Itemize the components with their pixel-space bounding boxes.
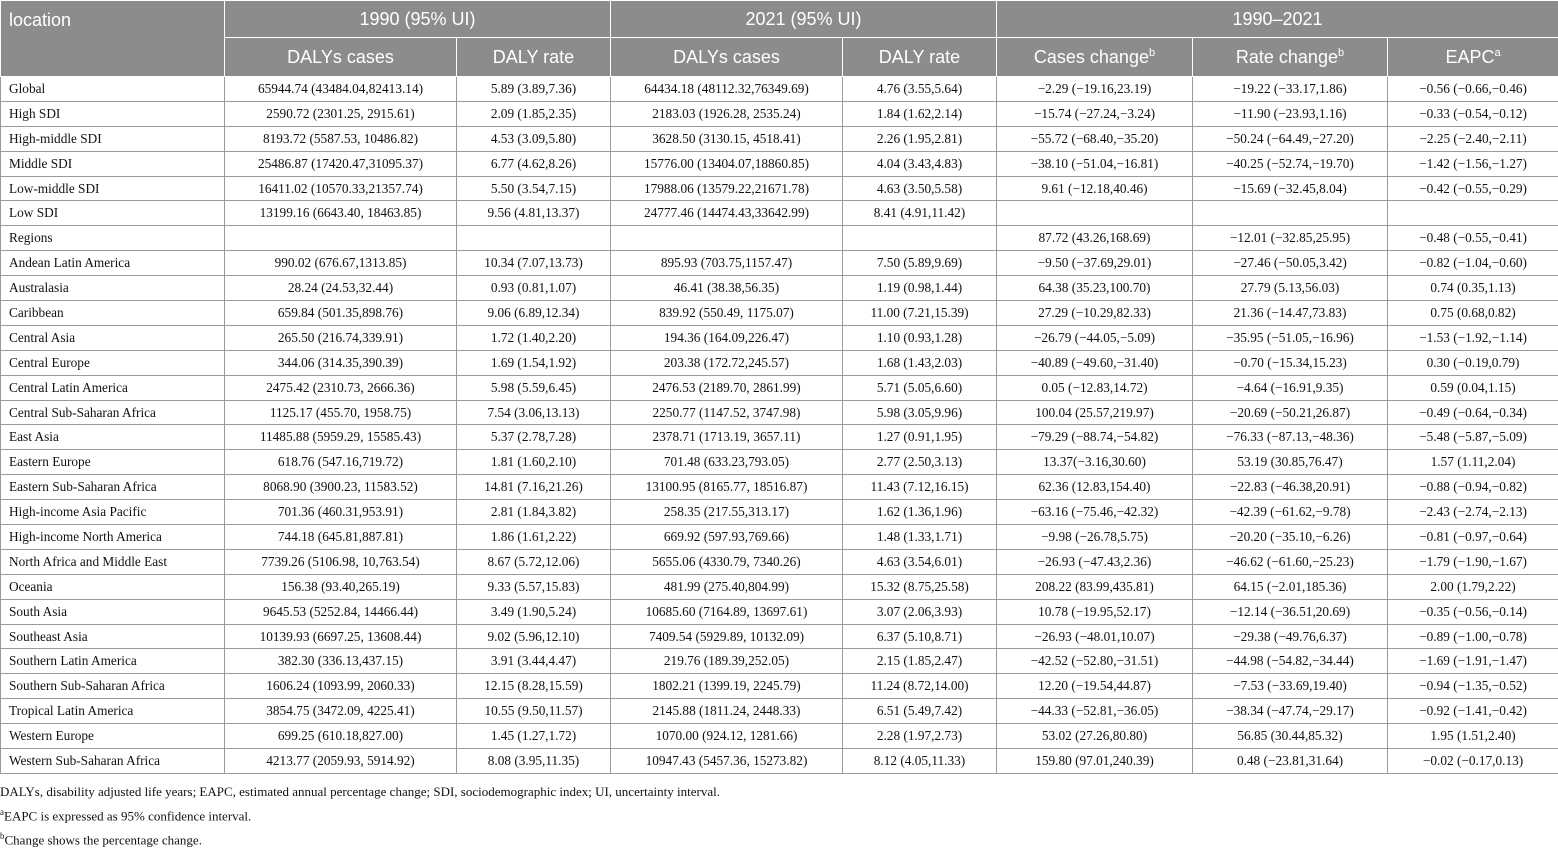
cell-dalys-1990: 1606.24 (1093.99, 2060.33) [225,674,457,699]
cell-rate-change: −50.24 (−64.49,−27.20) [1193,126,1388,151]
cell-rate-change: −27.46 (−50.05,3.42) [1193,251,1388,276]
table-row [1,624,1558,649]
cell-location: High-income North America [1,525,225,550]
cell-rate-change: −29.38 (−49.76,6.37) [1193,624,1388,649]
cell-rate-1990: 9.06 (6.89,12.34) [457,301,611,326]
cell-rate-2021: 1.10 (0.93,1.28) [843,325,997,350]
table-row [1,574,1558,599]
cell-rate-1990: 5.98 (5.59,6.45) [457,375,611,400]
cell-rate-change: −35.95 (−51.05,−16.96) [1193,325,1388,350]
cell-rate-2021: 11.43 (7.12,16.15) [843,475,997,500]
cell-dalys-2021: 2183.03 (1926.28, 2535.24) [611,101,843,126]
cell-dalys-2021: 13100.95 (8165.77, 18516.87) [611,475,843,500]
cell-rate-1990: 10.55 (9.50,11.57) [457,699,611,724]
cell-rate-1990: 5.89 (3.89,7.36) [457,77,611,102]
cell-eapc: −0.82 (−1.04,−0.60) [1388,251,1558,276]
cell-cases-change: −55.72 (−68.40,−35.20) [997,126,1193,151]
cell-location: Middle SDI [1,151,225,176]
cell-rate-2021: 15.32 (8.75,25.58) [843,574,997,599]
table-row [1,276,1558,301]
header-rate-2021: DALY rate [843,38,997,77]
cell-cases-change: −15.74 (−27.24,−3.24) [997,101,1193,126]
cell-eapc: 0.30 (−0.19,0.79) [1388,350,1558,375]
header-group-change: 1990–2021 [997,1,1558,38]
cell-rate-change: −15.69 (−32.45,8.04) [1193,176,1388,201]
cell-rate-1990: 1.72 (1.40,2.20) [457,325,611,350]
cell-rate-change: 27.79 (5.13,56.03) [1193,276,1388,301]
cell-rate-1990: 10.34 (7.07,13.73) [457,251,611,276]
cell-rate-1990 [457,226,611,251]
cell-rate-1990: 1.86 (1.61,2.22) [457,525,611,550]
cell-dalys-2021: 258.35 (217.55,313.17) [611,500,843,525]
table-row [1,749,1558,774]
cell-dalys-2021: 7409.54 (5929.89, 10132.09) [611,624,843,649]
cell-cases-change: −26.79 (−44.05,−5.09) [997,325,1193,350]
cell-eapc: −0.02 (−0.17,0.13) [1388,749,1558,774]
cell-rate-1990: 9.02 (5.96,12.10) [457,624,611,649]
cell-dalys-1990: 13199.16 (6643.40, 18463.85) [225,201,457,226]
cell-location: North Africa and Middle East [1,549,225,574]
table-row [1,599,1558,624]
cell-location: Central Asia [1,325,225,350]
cell-location: Central Sub-Saharan Africa [1,400,225,425]
cell-cases-change: 87.72 (43.26,168.69) [997,226,1193,251]
cell-dalys-2021: 2250.77 (1147.52, 3747.98) [611,400,843,425]
cell-rate-1990: 0.93 (0.81,1.07) [457,276,611,301]
cell-cases-change: 12.20 (−19.54,44.87) [997,674,1193,699]
cell-dalys-1990 [225,226,457,251]
cell-location: Southeast Asia [1,624,225,649]
cell-dalys-2021: 895.93 (703.75,1157.47) [611,251,843,276]
cell-rate-change: −7.53 (−33.69,19.40) [1193,674,1388,699]
cell-cases-change: −40.89 (−49.60,−31.40) [997,350,1193,375]
cell-dalys-2021: 10947.43 (5457.36, 15273.82) [611,749,843,774]
table-row [1,525,1558,550]
cell-location: Central Europe [1,350,225,375]
cell-eapc: 2.00 (1.79,2.22) [1388,574,1558,599]
footnote-a-text: EAPC is expressed as 95% confidence interval. [4,808,251,823]
cell-rate-1990: 3.49 (1.90,5.24) [457,599,611,624]
cell-dalys-2021: 2378.71 (1713.19, 3657.11) [611,425,843,450]
cell-rate-1990: 4.53 (3.09,5.80) [457,126,611,151]
cell-rate-change: −38.34 (−47.74,−29.17) [1193,699,1388,724]
cell-cases-change: 53.02 (27.26,80.80) [997,724,1193,749]
cell-rate-2021: 1.84 (1.62,2.14) [843,101,997,126]
cell-rate-change: 56.85 (30.44,85.32) [1193,724,1388,749]
cell-rate-2021: 2.15 (1.85,2.47) [843,649,997,674]
header-eapc-label: EAPC [1445,47,1494,67]
cell-rate-change: −76.33 (−87.13,−48.36) [1193,425,1388,450]
footnote-a [0,802,720,826]
cell-rate-2021: 3.07 (2.06,3.93) [843,599,997,624]
cell-dalys-2021: 1802.21 (1399.19, 2245.79) [611,674,843,699]
cell-cases-change: 10.78 (−19.95,52.17) [997,599,1193,624]
cell-rate-2021: 1.68 (1.43,2.03) [843,350,997,375]
cell-dalys-2021: 2476.53 (2189.70, 2861.99) [611,375,843,400]
cell-location: Tropical Latin America [1,699,225,724]
cell-dalys-2021: 64434.18 (48112.32,76349.69) [611,77,843,102]
cell-dalys-1990: 7739.26 (5106.98, 10,763.54) [225,549,457,574]
cell-rate-change: 53.19 (30.85,76.47) [1193,450,1388,475]
cell-rate-change: −44.98 (−54.82,−34.44) [1193,649,1388,674]
header-group-2021: 2021 (95% UI) [611,1,997,38]
cell-cases-change: 208.22 (83.99,435.81) [997,574,1193,599]
cell-location: Andean Latin America [1,251,225,276]
table-row [1,450,1558,475]
cell-dalys-1990: 156.38 (93.40,265.19) [225,574,457,599]
cell-dalys-2021: 10685.60 (7164.89, 13697.61) [611,599,843,624]
cell-cases-change: −63.16 (−75.46,−42.32) [997,500,1193,525]
cell-cases-change: 13.37(−3.16,30.60) [997,450,1193,475]
cell-dalys-2021: 701.48 (633.23,793.05) [611,450,843,475]
cell-rate-1990: 12.15 (8.28,15.59) [457,674,611,699]
cell-location: Low SDI [1,201,225,226]
cell-rate-2021: 11.24 (8.72,14.00) [843,674,997,699]
cell-eapc: −2.43 (−2.74,−2.13) [1388,500,1558,525]
header-dalys-1990: DALYs cases [225,38,457,77]
cell-cases-change: −9.98 (−26.78,5.75) [997,525,1193,550]
footnote-mark-b: b [1149,47,1155,59]
cell-rate-1990: 5.50 (3.54,7.15) [457,176,611,201]
cell-rate-2021: 4.04 (3.43,4.83) [843,151,997,176]
cell-cases-change: 159.80 (97.01,240.39) [997,749,1193,774]
cell-eapc: −1.79 (−1.90,−1.67) [1388,549,1558,574]
cell-rate-change: −4.64 (−16.91,9.35) [1193,375,1388,400]
cell-dalys-1990: 701.36 (460.31,953.91) [225,500,457,525]
cell-dalys-2021: 46.41 (38.38,56.35) [611,276,843,301]
cell-rate-2021: 1.62 (1.36,1.96) [843,500,997,525]
table-row [1,699,1558,724]
header-cases-change-label: Cases change [1034,47,1149,67]
cell-cases-change: −79.29 (−88.74,−54.82) [997,425,1193,450]
cell-cases-change: 62.36 (12.83,154.40) [997,475,1193,500]
cell-rate-1990: 3.91 (3.44,4.47) [457,649,611,674]
footnote-abbreviations: DALYs, disability adjusted life years; EAPC, estimated annual percentage change; SDI, sociodemographic index; UI, uncertainty interval. [0,782,720,802]
cell-location: South Asia [1,599,225,624]
cell-rate-2021: 8.12 (4.05,11.33) [843,749,997,774]
cell-cases-change: −26.93 (−48.01,10.07) [997,624,1193,649]
cell-eapc: −0.49 (−0.64,−0.34) [1388,400,1558,425]
cell-rate-change: −22.83 (−46.38,20.91) [1193,475,1388,500]
cell-rate-1990: 8.67 (5.72,12.06) [457,549,611,574]
cell-location: Western Europe [1,724,225,749]
cell-rate-2021: 8.41 (4.91,11.42) [843,201,997,226]
cell-dalys-1990: 744.18 (645.81,887.81) [225,525,457,550]
cell-rate-change: −42.39 (−61.62,−9.78) [1193,500,1388,525]
cell-eapc: 1.57 (1.11,2.04) [1388,450,1558,475]
cell-rate-change: −46.62 (−61.60,−25.23) [1193,549,1388,574]
cell-rate-1990: 6.77 (4.62,8.26) [457,151,611,176]
table-row [1,549,1558,574]
cell-rate-1990: 7.54 (3.06,13.13) [457,400,611,425]
cell-dalys-1990: 659.84 (501.35,898.76) [225,301,457,326]
header-location: location [1,1,225,77]
cell-rate-1990: 5.37 (2.78,7.28) [457,425,611,450]
footnote-b-text: Change shows the percentage change. [5,833,202,848]
cell-eapc: −0.88 (−0.94,−0.82) [1388,475,1558,500]
cell-dalys-1990: 2590.72 (2301.25, 2915.61) [225,101,457,126]
cell-location: High-middle SDI [1,126,225,151]
table-row [1,101,1558,126]
cell-rate-2021: 11.00 (7.21,15.39) [843,301,997,326]
cell-cases-change: −44.33 (−52.81,−36.05) [997,699,1193,724]
table-row [1,176,1558,201]
cell-dalys-1990: 11485.88 (5959.29, 15585.43) [225,425,457,450]
cell-location: East Asia [1,425,225,450]
cell-eapc: 0.74 (0.35,1.13) [1388,276,1558,301]
table-row [1,251,1558,276]
cell-eapc: −0.92 (−1.41,−0.42) [1388,699,1558,724]
footnote-mark-b: b [1338,47,1344,59]
cell-rate-change: −12.14 (−36.51,20.69) [1193,599,1388,624]
cell-dalys-1990: 265.50 (216.74,339.91) [225,325,457,350]
cell-rate-2021: 2.77 (2.50,3.13) [843,450,997,475]
cell-dalys-1990: 16411.02 (10570.33,21357.74) [225,176,457,201]
cell-rate-2021: 2.28 (1.97,2.73) [843,724,997,749]
table-row [1,649,1558,674]
cell-dalys-1990: 618.76 (547.16,719.72) [225,450,457,475]
table-row [1,201,1558,226]
cell-rate-2021 [843,226,997,251]
cell-rate-2021: 5.71 (5.05,6.60) [843,375,997,400]
cell-location: Central Latin America [1,375,225,400]
header-rate-1990: DALY rate [457,38,611,77]
table-row [1,674,1558,699]
cell-dalys-2021: 219.76 (189.39,252.05) [611,649,843,674]
cell-dalys-1990: 8193.72 (5587.53, 10486.82) [225,126,457,151]
cell-cases-change: 27.29 (−10.29,82.33) [997,301,1193,326]
cell-eapc: −2.25 (−2.40,−2.11) [1388,126,1558,151]
table-footnotes [0,782,720,851]
table-row [1,325,1558,350]
cell-rate-2021: 1.48 (1.33,1.71) [843,525,997,550]
cell-dalys-2021: 481.99 (275.40,804.99) [611,574,843,599]
cell-dalys-2021: 24777.46 (14474.43,33642.99) [611,201,843,226]
table-row [1,301,1558,326]
cell-dalys-1990: 2475.42 (2310.73, 2666.36) [225,375,457,400]
cell-dalys-1990: 25486.87 (17420.47,31095.37) [225,151,457,176]
cell-dalys-2021: 15776.00 (13404.07,18860.85) [611,151,843,176]
cell-rate-1990: 8.08 (3.95,11.35) [457,749,611,774]
cell-location: Low-middle SDI [1,176,225,201]
cell-rate-1990: 2.81 (1.84,3.82) [457,500,611,525]
cell-cases-change: −2.29 (−19.16,23.19) [997,77,1193,102]
cell-dalys-1990: 8068.90 (3900.23, 11583.52) [225,475,457,500]
cell-eapc [1388,201,1558,226]
cell-eapc: 0.75 (0.68,0.82) [1388,301,1558,326]
table-row [1,724,1558,749]
cell-cases-change: −42.52 (−52.80,−31.51) [997,649,1193,674]
cell-eapc: −0.89 (−1.00,−0.78) [1388,624,1558,649]
cell-cases-change: 0.05 (−12.83,14.72) [997,375,1193,400]
cell-dalys-1990: 10139.93 (6697.25, 13608.44) [225,624,457,649]
cell-rate-change [1193,201,1388,226]
cell-dalys-1990: 28.24 (24.53,32.44) [225,276,457,301]
header-rate-change-label: Rate change [1236,47,1338,67]
cell-dalys-1990: 4213.77 (2059.93, 5914.92) [225,749,457,774]
cell-rate-2021: 4.63 (3.50,5.58) [843,176,997,201]
cell-dalys-2021 [611,226,843,251]
cell-rate-change: −12.01 (−32.85,25.95) [1193,226,1388,251]
cell-cases-change: 100.04 (25.57,219.97) [997,400,1193,425]
cell-dalys-1990: 3854.75 (3472.09, 4225.41) [225,699,457,724]
cell-dalys-2021: 1070.00 (924.12, 1281.66) [611,724,843,749]
cell-dalys-2021: 5655.06 (4330.79, 7340.26) [611,549,843,574]
cell-location: High-income Asia Pacific [1,500,225,525]
cell-rate-2021: 1.27 (0.91,1.95) [843,425,997,450]
table-row [1,400,1558,425]
table-row [1,226,1558,251]
cell-location: High SDI [1,101,225,126]
cell-eapc: −0.35 (−0.56,−0.14) [1388,599,1558,624]
cell-dalys-1990: 344.06 (314.35,390.39) [225,350,457,375]
cell-eapc: −1.53 (−1.92,−1.14) [1388,325,1558,350]
cell-location: Southern Latin America [1,649,225,674]
cell-eapc: 0.59 (0.04,1.15) [1388,375,1558,400]
cell-rate-1990: 9.56 (4.81,13.37) [457,201,611,226]
cell-dalys-1990: 699.25 (610.18,827.00) [225,724,457,749]
cell-rate-change: −20.69 (−50.21,26.87) [1193,400,1388,425]
cell-rate-2021: 1.19 (0.98,1.44) [843,276,997,301]
cell-rate-change: −40.25 (−52.74,−19.70) [1193,151,1388,176]
cell-rate-1990: 9.33 (5.57,15.83) [457,574,611,599]
cell-rate-change: 0.48 (−23.81,31.64) [1193,749,1388,774]
cell-location: Eastern Europe [1,450,225,475]
table-header [1,1,1558,77]
cell-dalys-2021: 3628.50 (3130.15, 4518.41) [611,126,843,151]
cell-eapc: −0.94 (−1.35,−0.52) [1388,674,1558,699]
header-group-1990: 1990 (95% UI) [225,1,611,38]
cell-cases-change: 9.61 (−12.18,40.46) [997,176,1193,201]
table-row [1,375,1558,400]
header-cases-change [997,38,1193,77]
cell-rate-1990: 1.45 (1.27,1.72) [457,724,611,749]
cell-eapc: −0.81 (−0.97,−0.64) [1388,525,1558,550]
cell-rate-1990: 1.81 (1.60,2.10) [457,450,611,475]
table-row [1,126,1558,151]
cell-rate-2021: 6.37 (5.10,8.71) [843,624,997,649]
cell-location: Australasia [1,276,225,301]
cell-location: Southern Sub-Saharan Africa [1,674,225,699]
cell-rate-change: −0.70 (−15.34,15.23) [1193,350,1388,375]
cell-cases-change: −38.10 (−51.04,−16.81) [997,151,1193,176]
cell-dalys-1990: 9645.53 (5252.84, 14466.44) [225,599,457,624]
cell-location: Global [1,77,225,102]
cell-dalys-2021: 203.38 (172.72,245.57) [611,350,843,375]
cell-cases-change: −26.93 (−47.43,2.36) [997,549,1193,574]
cell-rate-1990: 2.09 (1.85,2.35) [457,101,611,126]
cell-rate-2021: 4.76 (3.55,5.64) [843,77,997,102]
cell-dalys-2021: 2145.88 (1811.24, 2448.33) [611,699,843,724]
cell-dalys-1990: 382.30 (336.13,437.15) [225,649,457,674]
cell-dalys-2021: 194.36 (164.09,226.47) [611,325,843,350]
cell-eapc: −5.48 (−5.87,−5.09) [1388,425,1558,450]
cell-eapc: −0.56 (−0.66,−0.46) [1388,77,1558,102]
cell-dalys-1990: 990.02 (676.67,1313.85) [225,251,457,276]
footnote-b-mark: b [0,831,5,841]
cell-rate-1990: 1.69 (1.54,1.92) [457,350,611,375]
header-rate-change [1193,38,1388,77]
header-dalys-2021: DALYs cases [611,38,843,77]
cell-rate-change: −19.22 (−33.17,1.86) [1193,77,1388,102]
table-row [1,425,1558,450]
cell-location: Eastern Sub-Saharan Africa [1,475,225,500]
cell-eapc: −0.42 (−0.55,−0.29) [1388,176,1558,201]
header-eapc [1388,38,1558,77]
cell-location: Caribbean [1,301,225,326]
cell-dalys-1990: 1125.17 (455.70, 1958.75) [225,400,457,425]
footnote-b [0,826,720,850]
cell-cases-change: −9.50 (−37.69,29.01) [997,251,1193,276]
table-row [1,475,1558,500]
cell-location: Regions [1,226,225,251]
cell-location: Oceania [1,574,225,599]
table-row [1,500,1558,525]
cell-rate-2021: 2.26 (1.95,2.81) [843,126,997,151]
cell-eapc: 1.95 (1.51,2.40) [1388,724,1558,749]
footnote-a-mark: a [0,807,4,817]
cell-location: Western Sub-Saharan Africa [1,749,225,774]
cell-cases-change [997,201,1193,226]
table-row [1,350,1558,375]
cell-rate-2021: 4.63 (3.54,6.01) [843,549,997,574]
table-row [1,77,1558,102]
table-body [1,77,1558,774]
cell-rate-change: 21.36 (−14.47,73.83) [1193,301,1388,326]
footnote-mark-a: a [1494,47,1500,59]
cell-rate-1990: 14.81 (7.16,21.26) [457,475,611,500]
cell-dalys-1990: 65944.74 (43484.04,82413.14) [225,77,457,102]
cell-rate-change: 64.15 (−2.01,185.36) [1193,574,1388,599]
cell-dalys-2021: 839.92 (550.49, 1175.07) [611,301,843,326]
cell-eapc: −1.42 (−1.56,−1.27) [1388,151,1558,176]
cell-rate-change: −20.20 (−35.10,−6.26) [1193,525,1388,550]
cell-rate-2021: 5.98 (3.05,9.96) [843,400,997,425]
cell-rate-2021: 6.51 (5.49,7.42) [843,699,997,724]
cell-rate-2021: 7.50 (5.89,9.69) [843,251,997,276]
cell-rate-change: −11.90 (−23.93,1.16) [1193,101,1388,126]
cell-eapc: −1.69 (−1.91,−1.47) [1388,649,1558,674]
cell-dalys-2021: 669.92 (597.93,769.66) [611,525,843,550]
cell-eapc: −0.33 (−0.54,−0.12) [1388,101,1558,126]
cell-dalys-2021: 17988.06 (13579.22,21671.78) [611,176,843,201]
cell-eapc: −0.48 (−0.55,−0.41) [1388,226,1558,251]
cell-cases-change: 64.38 (35.23,100.70) [997,276,1193,301]
table-row [1,151,1558,176]
